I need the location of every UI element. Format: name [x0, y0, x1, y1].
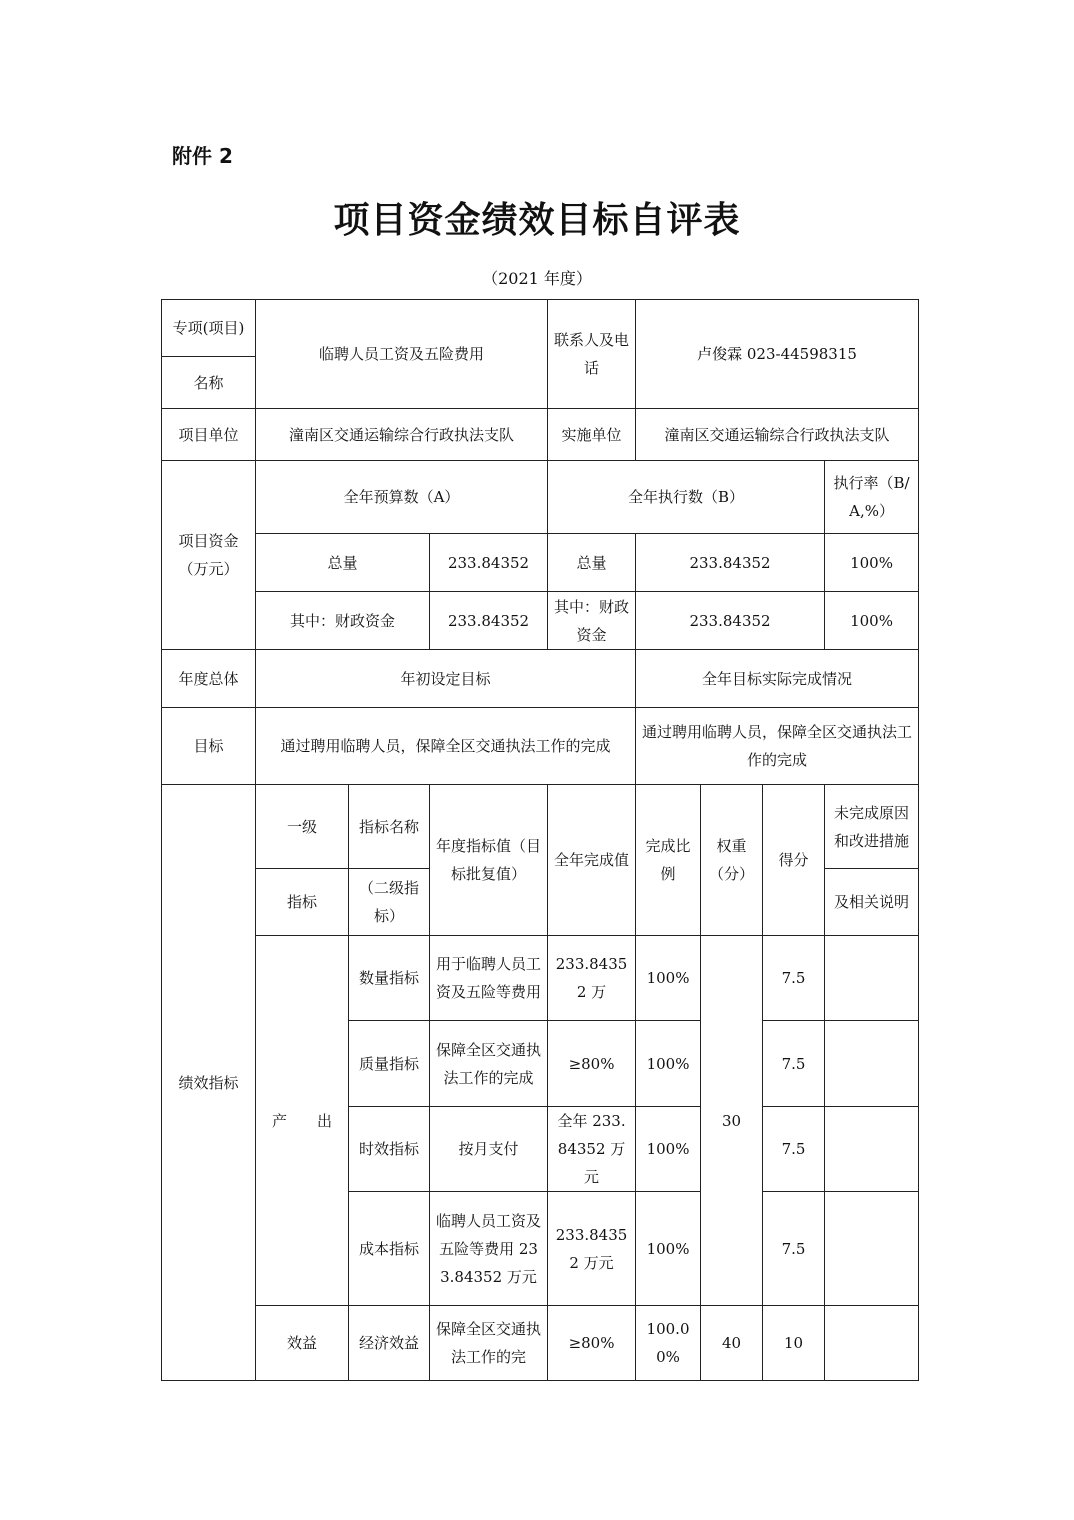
page-title: 项目资金绩效目标自评表 — [333, 200, 741, 241]
indicator-ratio: 100.00% — [636, 1306, 701, 1381]
exec-header: 全年执行数（B） — [548, 461, 825, 534]
indicator-reason — [825, 1306, 919, 1381]
indicator-ratio: 100% — [636, 936, 701, 1021]
project-label-2: 名称 — [162, 357, 256, 409]
weight-header: 权重（分） — [701, 785, 763, 936]
exec-fiscal: 233.84352 — [636, 592, 825, 650]
indicator-target: 保障全区交通执法工作的完 — [430, 1306, 548, 1381]
budget-fiscal: 233.84352 — [430, 592, 548, 650]
exec-total: 233.84352 — [636, 534, 825, 592]
reason-header: 未完成原因和改进措施 — [825, 785, 919, 869]
indicator-done: 233.84352 万元 — [548, 1192, 636, 1306]
output-label: 产 出 — [256, 936, 349, 1306]
perf-label: 绩效指标 — [162, 785, 256, 1381]
budget-total-label: 总量 — [256, 534, 430, 592]
target-header: 年度指标值（目标批复值） — [430, 785, 548, 936]
budget-fiscal-label: 其中：财政资金 — [256, 592, 430, 650]
indicator-score: 7.5 — [763, 1021, 825, 1107]
rate-fiscal: 100% — [825, 592, 919, 650]
project-name: 临聘人员工资及五险费用 — [256, 300, 548, 409]
indicator-done: ≥80% — [548, 1021, 636, 1107]
indicator-score: 10 — [763, 1306, 825, 1381]
table-row — [162, 1306, 919, 1381]
level1-header-2: 指标 — [256, 869, 349, 936]
name-header: 指标名称 — [349, 785, 430, 869]
goal-actual-header: 全年目标实际完成情况 — [636, 650, 919, 708]
benefit-label: 效益 — [256, 1306, 349, 1381]
indicator-score: 7.5 — [763, 1107, 825, 1192]
indicator-reason — [825, 1021, 919, 1107]
goal-actual: 通过聘用临聘人员，保障全区交通执法工作的完成 — [636, 708, 919, 785]
indicator-name: 成本指标 — [349, 1192, 430, 1306]
impl-label: 实施单位 — [548, 409, 636, 461]
indicator-done: ≥80% — [548, 1306, 636, 1381]
rate-header: 执行率（B/A,%） — [825, 461, 919, 534]
indicator-ratio: 100% — [636, 1107, 701, 1192]
year-subtitle: （2021 年度） — [482, 269, 592, 288]
benefit-weight: 40 — [701, 1306, 763, 1381]
indicator-reason — [825, 936, 919, 1021]
indicator-reason — [825, 1107, 919, 1192]
indicator-ratio: 100% — [636, 1192, 701, 1306]
budget-header: 全年预算数（A） — [256, 461, 548, 534]
indicator-ratio: 100% — [636, 1021, 701, 1107]
contact-label: 联系人及电话 — [548, 300, 636, 409]
score-header: 得分 — [763, 785, 825, 936]
exec-total-label: 总量 — [548, 534, 636, 592]
self-evaluation-table — [161, 299, 919, 1381]
indicator-reason — [825, 1192, 919, 1306]
unit-label: 项目单位 — [162, 409, 256, 461]
unit-value: 潼南区交通运输综合行政执法支队 — [256, 409, 548, 461]
goal-label: 年度总体 — [162, 650, 256, 708]
indicator-score: 7.5 — [763, 1192, 825, 1306]
project-label: 专项(项目) — [162, 300, 256, 357]
budget-total: 233.84352 — [430, 534, 548, 592]
done-header: 全年完成值 — [548, 785, 636, 936]
level1-header: 一级 — [256, 785, 349, 869]
rate-total: 100% — [825, 534, 919, 592]
goal-set-header: 年初设定目标 — [256, 650, 636, 708]
impl-value: 潼南区交通运输综合行政执法支队 — [636, 409, 919, 461]
attachment-label: 附件 2 — [172, 144, 233, 168]
indicator-name: 质量指标 — [349, 1021, 430, 1107]
indicator-target: 临聘人员工资及五险等费用 233.84352 万元 — [430, 1192, 548, 1306]
goal-set: 通过聘用临聘人员，保障全区交通执法工作的完成 — [256, 708, 636, 785]
name-header-2: （二级指标） — [349, 869, 430, 936]
funds-label: 项目资金（万元） — [162, 461, 256, 650]
indicator-done: 233.84352 万 — [548, 936, 636, 1021]
indicator-target: 用于临聘人员工资及五险等费用 — [430, 936, 548, 1021]
indicator-name: 时效指标 — [349, 1107, 430, 1192]
indicator-name: 数量指标 — [349, 936, 430, 1021]
indicator-name: 经济效益 — [349, 1306, 430, 1381]
indicator-done: 全年 233.84352 万元 — [548, 1107, 636, 1192]
indicator-target: 保障全区交通执法工作的完成 — [430, 1021, 548, 1107]
output-weight: 30 — [701, 936, 763, 1306]
indicator-target: 按月支付 — [430, 1107, 548, 1192]
reason-header-2: 及相关说明 — [825, 869, 919, 936]
indicator-score: 7.5 — [763, 936, 825, 1021]
table-row — [162, 936, 919, 1021]
ratio-header: 完成比例 — [636, 785, 701, 936]
contact-value: 卢俊霖 023-44598315 — [636, 300, 919, 409]
goal-label-2: 目标 — [162, 708, 256, 785]
exec-fiscal-label: 其中：财政资金 — [548, 592, 636, 650]
